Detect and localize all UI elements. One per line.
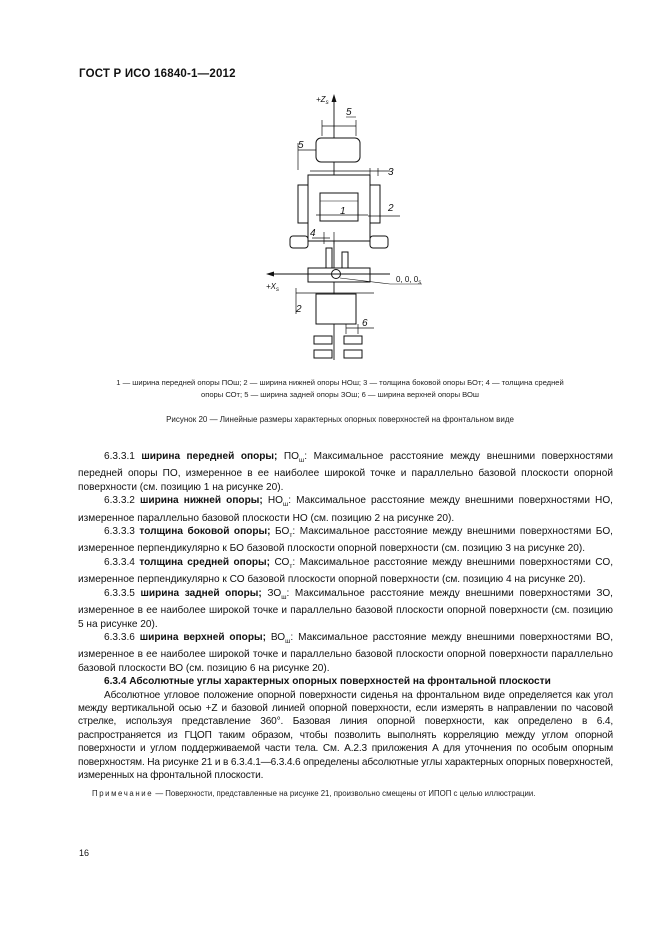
x-axis-label: $+X_s$ [266,282,280,293]
label-2-right: 2 [388,203,394,214]
subsection-6-3-4-paragraph: Абсолютное угловое положение опорной поверхности сиденья на фронтальном виде определяется как угол между вертикальной осью +Z и базовой линией опорной поверхности, если измерять в направлении по часовой стрелке, используя представление 360°. Базовая линия опорной поверхности, как определено в 6.4, распространяется из ГЦОП таким образом, чтобы позволить выполнять корреляцию между углом опорной поверхности и углом поддерживаемой части тела. См. А.2.3 приложения А для уточнения по особым опорным поверхностям. На рисунке 21 и в 6.3.4.1—6.3.4.6 определены абсолютные углы характерных опорных поверхностей, измеренных на фронтальной плоскости. [78,689,613,782]
section-6-3-3-2: 6.3.3.2 ширина нижней опоры; $НО_ш$: Максимальное расстояние между внешними поверхностями НО, измеренное параллельно базовой плоскости НО (см. позицию 2 на рисунке 20). [78,495,613,524]
x-axis-arrow [266,272,274,277]
leg-support [316,294,356,324]
legend-line-2: опоры СОт; 5 — ширина задней опоры ЗОш; 6 — ширина верхней опоры ВОш [200,390,479,399]
section-6-3-3-1: 6.3.3.1 ширина передней опоры; $ПО_ш$: Максимальное расстояние между внешними поверхностями передней опоры ПО, измеренное в ее наиболее широкой точке и параллельно базовой плоскости опорной поверхности (см. позицию 1 на рисунке 20). [78,451,614,493]
body-text [78,450,613,800]
label-5-top: 5 [346,107,352,118]
section-6-3-3-6: 6.3.3.6 ширина верхней опоры; $ВО_ш$: Максимальное расстояние между внешними поверхностями ВО, измеренное в ее наиболее широкой точке и параллельно базовой плоскости опорной поверхности параллельно базовой плоскости ВО (см. позицию 6 на рисунке 20). [78,631,613,674]
legend-line-1: 1 — ширина передней опоры ПОш; 2 — ширина нижней опоры НОш; 3 — толщина боковой опоры БОт; 4 — толщина средней [116,378,564,387]
foot-support-left-1 [314,336,332,344]
page-number: 16 [79,848,90,858]
page-header: ГОСТ Р ИСО 16840-1—2012 [79,68,236,80]
foot-support-right-1 [344,336,362,344]
front-support [320,193,358,221]
armrest-right [370,236,388,248]
z-axis-label: $+Z_s$ [316,95,329,106]
label-4: 4 [310,228,316,239]
label-5-left: 5 [298,140,304,151]
figure-legend [70,377,610,401]
lateral-support-right [370,185,380,223]
foot-support-right-2 [344,350,362,358]
section-6-3-3-3: 6.3.3.3 толщина боковой опоры; $БО_т$: Максимальное расстояние между внешними поверхностями БО, измеренное перпендикулярно к БО базовой плоскости опорной поверхности (см. позицию 3 на рисунке 20). [78,526,613,555]
z-axis-arrow [332,94,337,102]
foot-support-left-2 [314,350,332,358]
back-support [316,138,360,162]
lateral-support-left [298,185,308,223]
figure-20-diagram [250,88,420,370]
origin-label: 0, 0, $0_s$ [396,275,422,286]
label-6: 6 [362,318,368,329]
armrest-left [290,236,308,248]
section-6-3-3-5: 6.3.3.5 ширина задней опоры; $ЗО_ш$: Максимальное расстояние между внешними поверхностями ЗО, измеренное в ее наиболее широкой точке и параллельно базовой плоскости опорной поверхности (см. позицию 5 на рисунке 20). [78,587,613,630]
subsection-6-3-4-title: 6.3.4 Абсолютные углы характерных опорных поверхностей на фронтальной плоскости [104,676,551,688]
section-6-3-3-4: 6.3.3.4 толщина средней опоры; $СО_т$: Максимальное расстояние между внешними поверхностями СО, измеренное перпендикулярно к СО базовой плоскости опорной поверхности (см. позицию 4 на рисунке 20). [78,556,614,586]
figure-caption: Рисунок 20 — Линейные размеры характерных опорных поверхностей на фронтальном виде [166,415,514,424]
note: Примечание — Поверхности, представленные на рисунке 21, произвольно смещены от ИПОП с целью иллюстрации. [92,789,536,799]
label-1: 1 [340,206,346,217]
label-2-bottom: 2 [296,304,302,315]
label-3: 3 [388,167,394,178]
